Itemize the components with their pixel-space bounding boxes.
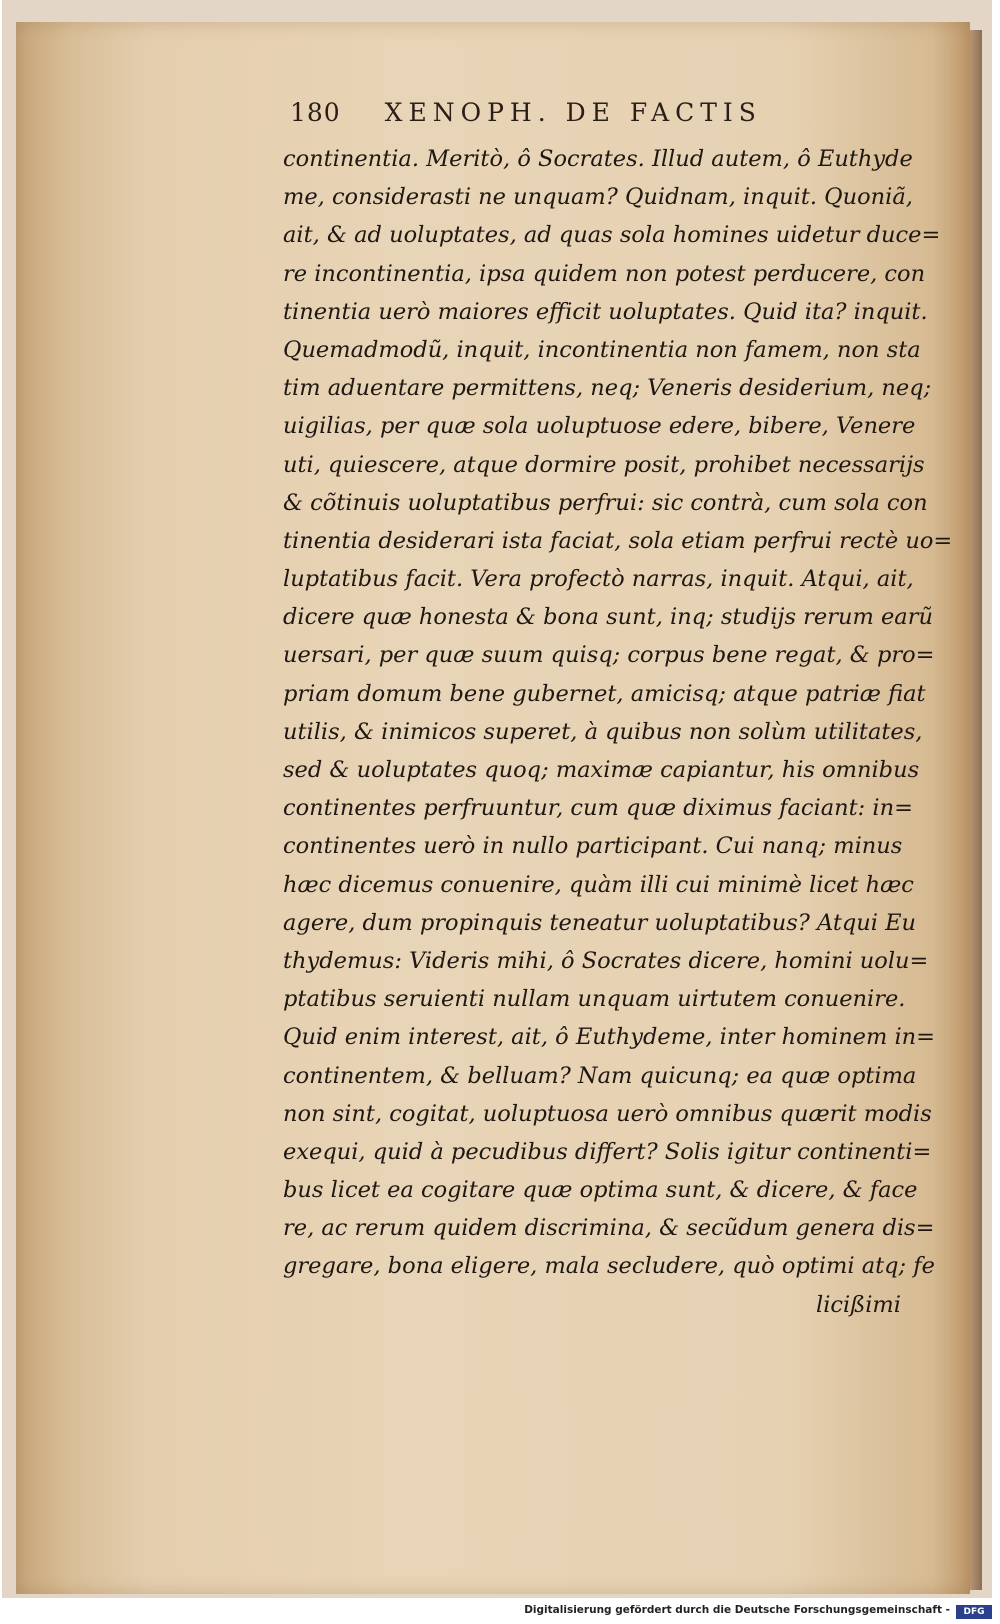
funding-credit: Digitalisierung gefördert durch die Deutsche Forschungsgemeinschaft -	[524, 1604, 950, 1616]
footer-bar	[0, 1601, 1000, 1624]
text-line: continentes perfruuntur, cum quæ diximus faciant: in=	[283, 795, 913, 822]
text-line: agere, dum propinquis teneatur uoluptatibus? Atqui Eu	[283, 909, 917, 936]
body-text	[283, 140, 953, 1286]
catchword: licißimi	[816, 1292, 901, 1318]
text-line: non sint, cogitat, uoluptuosa uerò omnibus quærit modis	[283, 1100, 932, 1127]
text-line: dicere quæ honesta & bona sunt, inq; studijs rerum earũ	[283, 604, 933, 631]
text-line: ait, & ad uoluptates, ad quas sola homines uidetur duce=	[283, 222, 941, 249]
text-line: thydemus: Videris mihi, ô Socrates dicere, homini uolu=	[283, 947, 929, 974]
text-line: Quemadmodũ, inquit, incontinentia non famem, non sta	[283, 336, 921, 363]
running-title: XENOPH. DE FACTIS	[384, 98, 762, 127]
text-line: tinentia desiderari ista faciat, sola etiam perfrui rectè uo=	[283, 527, 953, 554]
text-line: continentem, & belluam? Nam quicunq; ea quæ optima	[283, 1062, 917, 1089]
text-line: me, considerasti ne unquam? Quidnam, inquit. Quoniã,	[283, 184, 913, 211]
text-line: hæc dicemus conuenire, quàm illi cui minimè licet hæc	[283, 871, 914, 898]
text-line: continentes uerò in nullo participant. Cui nanq; minus	[283, 833, 903, 860]
text-line: tim aduentare permittens, neq; Veneris desiderium, neq;	[283, 375, 932, 402]
text-line: re incontinentia, ipsa quidem non potest perducere, con	[283, 260, 926, 287]
text-line: & cõtinuis uoluptatibus perfrui: sic contrà, cum sola con	[283, 489, 928, 516]
text-line: Quid enim interest, ait, ô Euthydeme, inter hominem in=	[283, 1024, 936, 1051]
text-line: uti, quiescere, atque dormire posit, prohibet necessarijs	[283, 451, 925, 478]
text-line: luptatibus facit. Vera profectò narras, inquit. Atqui, ait,	[283, 566, 914, 593]
text-line: uigilias, per quæ sola uoluptuose edere, bibere, Venere	[283, 413, 916, 440]
text-line: tinentia uerò maiores efficit uoluptates. Quid ita? inquit.	[283, 298, 928, 325]
text-line: continentia. Meritò, ô Socrates. Illud autem, ô Euthyde	[283, 146, 913, 172]
text-line: re, ac rerum quidem discrimina, & secũdum genera dis=	[283, 1215, 935, 1242]
text-line: utilis, & inimicos superet, à quibus non solùm utilitates,	[283, 718, 923, 745]
page-number: 180	[290, 98, 341, 127]
text-line: ptatibus seruienti nullam unquam uirtutem conuenire.	[283, 986, 906, 1013]
text-line: bus licet ea cogitare quæ optima sunt, & dicere, & face	[283, 1177, 918, 1204]
text-line: sed & uoluptates quoq; maximæ capiantur, his omnibus	[283, 757, 920, 783]
text-line: exequi, quid à pecudibus differt? Solis igitur continenti=	[283, 1138, 932, 1165]
text-line: priam domum bene gubernet, amicisq; atque patriæ fiat	[283, 680, 926, 707]
text-line: gregare, bona eligere, mala secludere, quò optimi atq; fe	[283, 1253, 935, 1280]
text-line: uersari, per quæ suum quisq; corpus bene regat, & pro=	[283, 642, 935, 669]
dfg-logo: DFG	[956, 1605, 992, 1619]
running-head	[290, 98, 850, 134]
